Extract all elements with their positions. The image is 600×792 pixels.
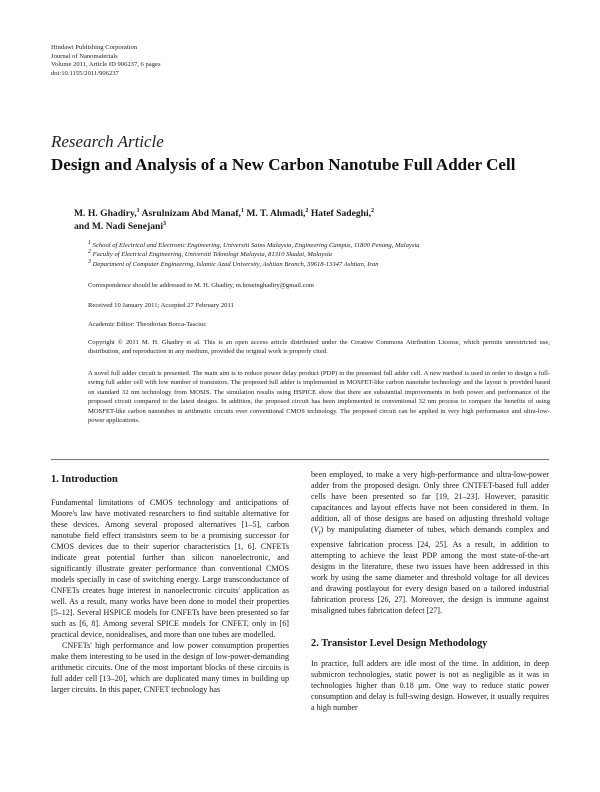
author: Hatef Sadeghi, [310,208,372,219]
correspondence: Correspondence should be addressed to M. H. Ghadiry, m.hoseinghadiry@gmail.com [88,282,314,289]
publisher: Hindawi Publishing Corporation [51,44,138,51]
author-list [74,207,534,233]
article-type: Research Article [51,132,164,151]
academic-editor: Academic Editor: Theodorian Borca-Tasciuc [88,321,207,328]
section-heading-methodology: 2. Transistor Level Design Methodology [311,637,488,649]
right-column [311,469,549,713]
paper-title: Design and Analysis of a New Carbon Nanotube Full Adder Cell [51,155,516,174]
author: M. H. Ghadiry, [74,208,137,219]
abstract: A novel full adder circuit is presented. The main aim is to reduce power delay product (PDP) in the presented full adder cell. A new method is used in order to design a full-swing full adder cell with low number of transistors. The proposed full adder is implemented in MOSFET-like carbon nanotube technology and the layout is provided based on standard 32 nm technology from MOSIS. The simulation results using HSPICE show that there are substantial improvements in both power and performance of the proposed circuit compared to the latest designs. In addition, the proposed circuit has been implemented in conventional 32 nm process to compare the benefits of using MOSFET-like carbon nanotubes in arithmetic circuits over conventional CMOS technology. The proposed circuit can be applied in very high performance and ultra-low-power applications. [88,370,550,425]
journal-name: Journal of Nanomaterials [51,52,118,60]
copyright-notice: Copyright © 2011 M. H. Ghadiry et al. This is an open access article distributed under the Creative Commons Attribution License, which permits unrestricted use, distribution, and reproduction in any medium, provided the original work is properly cited. [88,339,550,356]
author: M. T. Ahmadi, [246,208,306,219]
intro-paragraph-3: been employed, to make a very high-performance and ultra-low-power adder from the proposed design. Only three CNTFET-based full adder cells have been presented so far [19, 21–23]. However, parasitic capacitances and layout effects have not been considered in them. In addition, all of those designs are based on adjusting threshold voltage $(V_t)$ by manipulating diameter of tubes, which demands complex and expensive fabrication process [24, 25]. As a result, in addition to attempting to achieve the least PDP among the most state-of-the-art designs in the literature, these two issues have been addressed in this work by using the same diameter and threshold voltage for all devices and drawing postlayout for every design based on a tailored industrial fabrication process [26, 27]. Moreover, the design is immune against misaligned tubes fabrication defect [27]. [311,470,549,615]
author: and M. Nadi Senejani [74,221,164,232]
affiliation: $^1$ School of Electrical and Electronic Engineering, Universiti Sains Malaysia, Engineering Campus, 11800 Penang, Malaysia [88,239,420,249]
vt-symbol: $V_t$ [313,525,321,537]
intro-paragraph-2: CNFETs' high performance and low power consumption properties make them interesting to be used in the design of low-power-demanding arithmetic circuits. One of the most important blocks of these circuits is full adder cell [13–20], which are duplicated many times in building up larger circuits. In this paper, CNFET technology has [51,641,289,694]
received-dates: Received 10 January 2011; Accepted 27 February 2011 [88,302,234,309]
section2-paragraph-1: In practice, full adders are idle most of the time. In addition, in deep submicron technologies, static power is not as negligible as it was in technologies higher than 0.18 μm. One way to reduce static power consumption and delay is full-swing design. However, it usually requires a high number [311,658,549,712]
section-heading-introduction: 1. Introduction [51,474,118,485]
affiliations [88,241,420,269]
author-sup: 1 [136,207,140,214]
affiliation: $^2$ Faculty of Electrical Engineering, Universiti Teknologi Malaysia, 81310 Skudai, Malaysia [88,249,332,259]
affiliation: $^3$ Department of Computer Engineering, Islamic Azad University, Ashtian Branch, 39618-13347 Ashtian, Iran [88,258,379,268]
author: Asrulnizam Abd Manaf, [141,208,241,219]
author-sup: 2 [305,207,309,214]
intro-paragraph-1: Fundamental limitations of CMOS technology and anticipations of Moore's law have motivated researchers to find suitable alternative for these devices. Among several proposed alternatives [1–5], carbon nanotube field effect transistors seem to be a promising successor for CMOS devices due to their superior characteristics [1, 6]. CNFETs indicate great potential further than silicon nanoelectronic, and significantly illustrate greater performance than conventional CMOS models specially in case of switching energy. Large transconductance of CNFETs creates huge interest in nanoelectronic circuits' application as well. As a result, many works have been done to model their properties [5–12]. Several HSPICE models for CNFETs have been presented so far such as [6, 8]. Among several SPICE models for CNFET, only in [6] practical device, nonidealises, and more than one tubes are modelled. [51,498,289,639]
author-sup: 2 [371,207,375,214]
left-column [51,474,289,695]
author-sup: 1 [240,207,244,214]
volume-info: Volume 2011, Article ID 906237, 6 pages [51,61,161,69]
doi[interactable]: doi:10.1155/2011/906237 [51,69,119,77]
publication-info [51,44,161,78]
author-sup: 3 [163,220,167,227]
section-divider [51,459,549,460]
